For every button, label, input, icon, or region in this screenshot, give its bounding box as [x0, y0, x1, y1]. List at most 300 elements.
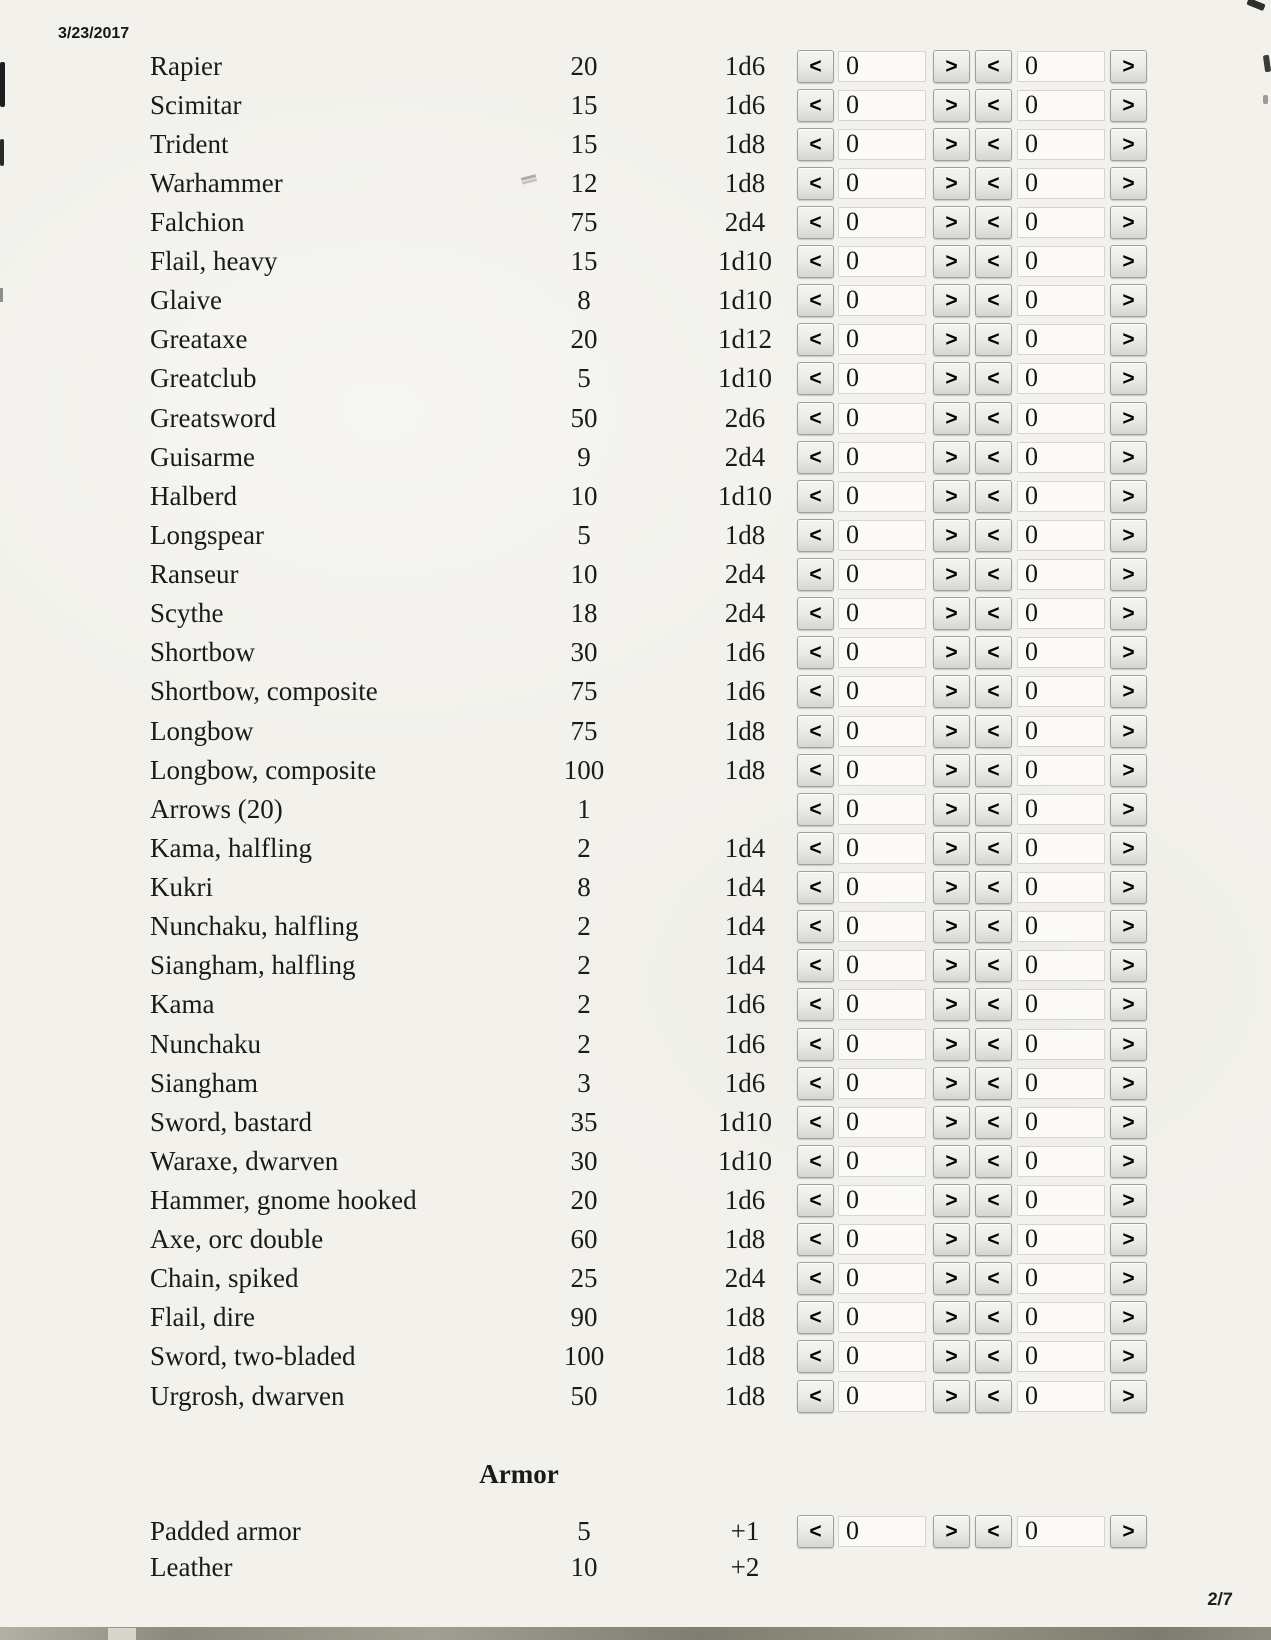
item-damage: +1: [730, 1516, 760, 1546]
increment-button[interactable]: >: [1110, 871, 1147, 904]
decrement-button[interactable]: <: [797, 1028, 834, 1061]
quantity-input[interactable]: [1017, 559, 1105, 590]
increment-button[interactable]: >: [1110, 128, 1147, 161]
quantity-input[interactable]: [838, 755, 926, 786]
increment-button[interactable]: >: [933, 284, 970, 317]
quantity-input[interactable]: [838, 1516, 926, 1547]
item-cost: 50: [570, 1381, 598, 1411]
increment-button[interactable]: >: [933, 480, 970, 513]
increment-button[interactable]: >: [1110, 715, 1147, 748]
item-cost: 5: [577, 1516, 591, 1546]
item-damage: 1d10: [718, 1107, 772, 1137]
increment-button[interactable]: >: [933, 1301, 970, 1334]
increment-button[interactable]: >: [1110, 323, 1147, 356]
increment-button[interactable]: >: [933, 245, 970, 278]
decrement-button[interactable]: <: [975, 1340, 1012, 1373]
increment-button[interactable]: >: [933, 89, 970, 122]
decrement-button[interactable]: <: [797, 715, 834, 748]
increment-button[interactable]: >: [1110, 519, 1147, 552]
quantity-input[interactable]: [838, 246, 926, 277]
table-row: [0, 320, 1271, 359]
decrement-button[interactable]: <: [975, 519, 1012, 552]
item-name: Hammer, gnome hooked: [150, 1185, 417, 1215]
quantity-input[interactable]: [1017, 755, 1105, 786]
increment-button[interactable]: >: [1110, 284, 1147, 317]
increment-button[interactable]: >: [933, 402, 970, 435]
increment-button[interactable]: >: [1110, 1380, 1147, 1413]
quantity-input[interactable]: [838, 872, 926, 903]
quantity-input[interactable]: [838, 1302, 926, 1333]
table-row: [0, 594, 1271, 633]
increment-button[interactable]: >: [1110, 832, 1147, 865]
decrement-button[interactable]: <: [975, 1515, 1012, 1548]
increment-button[interactable]: >: [1110, 1223, 1147, 1256]
decrement-button[interactable]: <: [975, 284, 1012, 317]
item-cost: 20: [570, 324, 598, 354]
quantity-input[interactable]: [1017, 90, 1105, 121]
item-damage: 1d8: [724, 755, 766, 785]
decrement-button[interactable]: <: [797, 1223, 834, 1256]
decrement-button[interactable]: <: [797, 832, 834, 865]
decrement-button[interactable]: <: [975, 50, 1012, 83]
decrement-button[interactable]: <: [797, 284, 834, 317]
increment-button[interactable]: >: [933, 1340, 970, 1373]
item-name: Kukri: [150, 872, 213, 902]
increment-button[interactable]: >: [1110, 949, 1147, 982]
item-damage: 2d4: [724, 598, 766, 628]
table-row: [0, 477, 1271, 516]
increment-button[interactable]: >: [1110, 1515, 1147, 1548]
increment-button[interactable]: >: [933, 1515, 970, 1548]
increment-button[interactable]: >: [1110, 1340, 1147, 1373]
item-name: Greatclub: [150, 363, 257, 393]
decrement-button[interactable]: <: [975, 988, 1012, 1021]
item-name: Leather: [150, 1552, 233, 1582]
decrement-button[interactable]: <: [797, 50, 834, 83]
decrement-button[interactable]: <: [797, 1515, 834, 1548]
increment-button[interactable]: >: [933, 793, 970, 826]
increment-button[interactable]: >: [1110, 402, 1147, 435]
quantity-input[interactable]: [1017, 1341, 1105, 1372]
quantity-input[interactable]: [838, 1263, 926, 1294]
quantity-input[interactable]: [838, 285, 926, 316]
quantity-input[interactable]: [1017, 442, 1105, 473]
decrement-button[interactable]: <: [975, 128, 1012, 161]
item-damage: 1d4: [724, 950, 766, 980]
quantity-input[interactable]: [838, 676, 926, 707]
quantity-input[interactable]: [1017, 1146, 1105, 1177]
quantity-input[interactable]: [838, 129, 926, 160]
increment-button[interactable]: >: [1110, 89, 1147, 122]
decrement-button[interactable]: <: [975, 949, 1012, 982]
quantity-input[interactable]: [838, 520, 926, 551]
item-name: Chain, spiked: [150, 1263, 299, 1293]
increment-button[interactable]: >: [1110, 480, 1147, 513]
increment-button[interactable]: >: [933, 1262, 970, 1295]
item-name: Guisarme: [150, 442, 255, 472]
table-row: [0, 672, 1271, 711]
item-cost: 15: [570, 129, 598, 159]
decrement-button[interactable]: <: [975, 754, 1012, 787]
quantity-input[interactable]: [1017, 207, 1105, 238]
quantity-input[interactable]: [1017, 833, 1105, 864]
item-name: Ranseur: [150, 559, 239, 589]
decrement-button[interactable]: <: [797, 245, 834, 278]
table-row: [0, 829, 1271, 868]
decrement-button[interactable]: <: [975, 1106, 1012, 1139]
increment-button[interactable]: >: [1110, 50, 1147, 83]
item-cost: 75: [570, 207, 598, 237]
decrement-button[interactable]: <: [797, 128, 834, 161]
decrement-button[interactable]: <: [797, 558, 834, 591]
quantity-input[interactable]: [838, 324, 926, 355]
decrement-button[interactable]: <: [797, 793, 834, 826]
increment-button[interactable]: >: [933, 1106, 970, 1139]
quantity-input[interactable]: [838, 51, 926, 82]
quantity-input[interactable]: [838, 1146, 926, 1177]
item-name: Longspear: [150, 520, 264, 550]
increment-button[interactable]: >: [1110, 636, 1147, 669]
increment-button[interactable]: >: [933, 1028, 970, 1061]
decrement-button[interactable]: <: [797, 1340, 834, 1373]
item-cost: 12: [570, 168, 598, 198]
increment-button[interactable]: >: [1110, 597, 1147, 630]
quantity-input[interactable]: [838, 989, 926, 1020]
item-cost: 3: [577, 1068, 591, 1098]
decrement-button[interactable]: <: [975, 1262, 1012, 1295]
quantity-input[interactable]: [1017, 1185, 1105, 1216]
decrement-button[interactable]: <: [797, 480, 834, 513]
quantity-input[interactable]: [838, 559, 926, 590]
increment-button[interactable]: >: [933, 988, 970, 1021]
quantity-input[interactable]: [1017, 324, 1105, 355]
increment-button[interactable]: >: [1110, 1106, 1147, 1139]
quantity-input[interactable]: [838, 168, 926, 199]
increment-button[interactable]: >: [1110, 1145, 1147, 1178]
item-cost: 2: [577, 989, 591, 1019]
quantity-input[interactable]: [1017, 1224, 1105, 1255]
item-cost: 8: [577, 285, 591, 315]
item-cost: 10: [570, 559, 598, 589]
print-date: 3/23/2017: [58, 25, 130, 42]
quantity-input[interactable]: [1017, 403, 1105, 434]
item-damage: 1d10: [718, 363, 772, 393]
increment-button[interactable]: >: [933, 519, 970, 552]
quantity-input[interactable]: [838, 833, 926, 864]
decrement-button[interactable]: <: [797, 754, 834, 787]
item-damage: 1d8: [724, 716, 766, 746]
table-row: [0, 907, 1271, 946]
table-row: [0, 359, 1271, 398]
decrement-button[interactable]: <: [797, 206, 834, 239]
armor-section-title: Armor: [479, 1459, 559, 1489]
decrement-button[interactable]: <: [975, 480, 1012, 513]
table-row: [0, 1142, 1271, 1181]
quantity-input[interactable]: [1017, 872, 1105, 903]
quantity-input[interactable]: [838, 1341, 926, 1372]
item-name: Urgrosh, dwarven: [150, 1381, 345, 1411]
item-name: Longbow, composite: [150, 755, 377, 785]
increment-button[interactable]: >: [933, 50, 970, 83]
increment-button[interactable]: >: [933, 597, 970, 630]
table-row: [0, 125, 1271, 164]
increment-button[interactable]: >: [933, 871, 970, 904]
quantity-input[interactable]: [1017, 1029, 1105, 1060]
item-damage: 1d8: [724, 1341, 766, 1371]
quantity-input[interactable]: [1017, 950, 1105, 981]
increment-button[interactable]: >: [933, 362, 970, 395]
item-name: Shortbow: [150, 637, 256, 667]
item-name: Nunchaku: [150, 1029, 261, 1059]
item-cost: 15: [570, 246, 598, 276]
decrement-button[interactable]: <: [797, 1262, 834, 1295]
item-damage: 1d10: [718, 481, 772, 511]
table-row: [0, 1103, 1271, 1142]
increment-button[interactable]: >: [1110, 754, 1147, 787]
increment-button[interactable]: >: [933, 167, 970, 200]
decrement-button[interactable]: <: [975, 1184, 1012, 1217]
item-name: Halberd: [150, 481, 237, 511]
quantity-input[interactable]: [1017, 129, 1105, 160]
scan-mark-top-right: [1246, 0, 1265, 11]
decrement-button[interactable]: <: [975, 793, 1012, 826]
decrement-button[interactable]: <: [975, 323, 1012, 356]
increment-button[interactable]: >: [933, 441, 970, 474]
quantity-input[interactable]: [1017, 1068, 1105, 1099]
decrement-button[interactable]: <: [975, 1223, 1012, 1256]
increment-button[interactable]: >: [1110, 1301, 1147, 1334]
decrement-button[interactable]: <: [975, 89, 1012, 122]
item-name: Kama, halfling: [150, 833, 312, 863]
quantity-input[interactable]: [838, 481, 926, 512]
quantity-input[interactable]: [838, 90, 926, 121]
table-row: [0, 242, 1271, 281]
increment-button[interactable]: >: [933, 1145, 970, 1178]
item-damage: 1d8: [724, 520, 766, 550]
decrement-button[interactable]: <: [797, 1380, 834, 1413]
item-cost: 5: [577, 520, 591, 550]
quantity-input[interactable]: [1017, 794, 1105, 825]
item-cost: 2: [577, 833, 591, 863]
decrement-button[interactable]: <: [975, 206, 1012, 239]
quantity-input[interactable]: [1017, 1516, 1105, 1547]
item-name: Siangham: [150, 1068, 258, 1098]
quantity-input[interactable]: [838, 911, 926, 942]
quantity-input[interactable]: [1017, 598, 1105, 629]
decrement-button[interactable]: <: [797, 636, 834, 669]
increment-button[interactable]: >: [1110, 362, 1147, 395]
decrement-button[interactable]: <: [975, 1380, 1012, 1413]
decrement-button[interactable]: <: [797, 167, 834, 200]
decrement-button[interactable]: <: [797, 988, 834, 1021]
increment-button[interactable]: >: [933, 323, 970, 356]
item-damage: 1d10: [718, 246, 772, 276]
item-cost: 8: [577, 872, 591, 902]
decrement-button[interactable]: <: [975, 597, 1012, 630]
increment-button[interactable]: >: [1110, 1262, 1147, 1295]
decrement-button[interactable]: <: [797, 1145, 834, 1178]
item-cost: 15: [570, 90, 598, 120]
increment-button[interactable]: >: [933, 636, 970, 669]
increment-button[interactable]: >: [933, 715, 970, 748]
quantity-input[interactable]: [1017, 285, 1105, 316]
quantity-input[interactable]: [838, 403, 926, 434]
decrement-button[interactable]: <: [975, 362, 1012, 395]
item-name: Falchion: [150, 207, 245, 237]
item-cost: 20: [570, 1185, 598, 1215]
increment-button[interactable]: >: [1110, 167, 1147, 200]
table-row: [0, 164, 1271, 203]
decrement-button[interactable]: <: [797, 1184, 834, 1217]
item-damage: 1d4: [724, 911, 766, 941]
decrement-button[interactable]: <: [797, 675, 834, 708]
decrement-button[interactable]: <: [797, 402, 834, 435]
decrement-button[interactable]: <: [975, 910, 1012, 943]
quantity-input[interactable]: [838, 794, 926, 825]
quantity-input[interactable]: [1017, 246, 1105, 277]
item-name: Siangham, halfling: [150, 950, 356, 980]
decrement-button[interactable]: <: [975, 441, 1012, 474]
table-row: [0, 1298, 1271, 1337]
table-row: [0, 399, 1271, 438]
decrement-button[interactable]: <: [975, 245, 1012, 278]
decrement-button[interactable]: <: [975, 1145, 1012, 1178]
increment-button[interactable]: >: [933, 206, 970, 239]
decrement-button[interactable]: <: [797, 1301, 834, 1334]
quantity-input[interactable]: [838, 1224, 926, 1255]
decrement-button[interactable]: <: [797, 910, 834, 943]
decrement-button[interactable]: <: [797, 1106, 834, 1139]
decrement-button[interactable]: <: [797, 441, 834, 474]
table-row: [0, 47, 1271, 86]
quantity-input[interactable]: [1017, 911, 1105, 942]
quantity-input[interactable]: [1017, 51, 1105, 82]
decrement-button[interactable]: <: [797, 362, 834, 395]
quantity-input[interactable]: [1017, 637, 1105, 668]
quantity-input[interactable]: [838, 950, 926, 981]
decrement-button[interactable]: <: [797, 1067, 834, 1100]
increment-button[interactable]: >: [933, 1184, 970, 1217]
item-cost: 30: [570, 1146, 598, 1176]
decrement-button[interactable]: <: [975, 558, 1012, 591]
quantity-input[interactable]: [1017, 168, 1105, 199]
item-cost: 1: [577, 794, 591, 824]
quantity-input[interactable]: [838, 1029, 926, 1060]
decrement-button[interactable]: <: [975, 871, 1012, 904]
quantity-input[interactable]: [1017, 1302, 1105, 1333]
item-cost: 100: [563, 755, 605, 785]
increment-button[interactable]: >: [1110, 1184, 1147, 1217]
quantity-input[interactable]: [1017, 1107, 1105, 1138]
quantity-input[interactable]: [838, 1068, 926, 1099]
increment-button[interactable]: >: [933, 1067, 970, 1100]
decrement-button[interactable]: <: [975, 402, 1012, 435]
increment-button[interactable]: >: [933, 1223, 970, 1256]
quantity-input[interactable]: [838, 1107, 926, 1138]
quantity-input[interactable]: [1017, 716, 1105, 747]
quantity-input[interactable]: [1017, 989, 1105, 1020]
item-cost: 75: [570, 676, 598, 706]
decrement-button[interactable]: <: [975, 1067, 1012, 1100]
increment-button[interactable]: >: [1110, 206, 1147, 239]
item-name: Sword, two-bladed: [150, 1341, 356, 1371]
item-name: Warhammer: [150, 168, 283, 198]
increment-button[interactable]: >: [1110, 441, 1147, 474]
quantity-input[interactable]: [1017, 481, 1105, 512]
item-name: Rapier: [150, 51, 222, 81]
increment-button[interactable]: >: [933, 754, 970, 787]
quantity-input[interactable]: [838, 598, 926, 629]
increment-button[interactable]: >: [933, 949, 970, 982]
increment-button[interactable]: >: [933, 675, 970, 708]
increment-button[interactable]: >: [933, 558, 970, 591]
decrement-button[interactable]: <: [797, 597, 834, 630]
item-damage: 1d6: [724, 1068, 766, 1098]
increment-button[interactable]: >: [933, 128, 970, 161]
table-row: [0, 985, 1271, 1024]
item-damage: 1d8: [724, 1302, 766, 1332]
quantity-input[interactable]: [838, 1381, 926, 1412]
decrement-button[interactable]: <: [975, 832, 1012, 865]
increment-button[interactable]: >: [1110, 675, 1147, 708]
increment-button[interactable]: >: [1110, 558, 1147, 591]
increment-button[interactable]: >: [933, 1380, 970, 1413]
increment-button[interactable]: >: [1110, 988, 1147, 1021]
item-damage: 2d4: [724, 559, 766, 589]
quantity-input[interactable]: [1017, 1263, 1105, 1294]
quantity-input[interactable]: [838, 716, 926, 747]
increment-button[interactable]: >: [933, 832, 970, 865]
increment-button[interactable]: >: [1110, 245, 1147, 278]
quantity-input[interactable]: [838, 1185, 926, 1216]
quantity-input[interactable]: [838, 207, 926, 238]
table-row: [0, 1377, 1271, 1416]
decrement-button[interactable]: <: [797, 323, 834, 356]
quantity-input[interactable]: [838, 637, 926, 668]
decrement-button[interactable]: <: [797, 949, 834, 982]
quantity-input[interactable]: [1017, 363, 1105, 394]
item-cost: 20: [570, 51, 598, 81]
decrement-button[interactable]: <: [975, 675, 1012, 708]
quantity-input[interactable]: [1017, 676, 1105, 707]
decrement-button[interactable]: <: [975, 167, 1012, 200]
decrement-button[interactable]: <: [975, 1301, 1012, 1334]
increment-button[interactable]: >: [1110, 910, 1147, 943]
increment-button[interactable]: >: [933, 910, 970, 943]
quantity-input[interactable]: [838, 363, 926, 394]
table-row: [0, 1548, 1271, 1587]
item-damage: 2d4: [724, 1263, 766, 1293]
increment-button[interactable]: >: [1110, 1067, 1147, 1100]
item-cost: 25: [570, 1263, 598, 1293]
decrement-button[interactable]: <: [797, 89, 834, 122]
quantity-input[interactable]: [1017, 520, 1105, 551]
decrement-button[interactable]: <: [975, 715, 1012, 748]
item-damage: 1d6: [724, 1029, 766, 1059]
decrement-button[interactable]: <: [975, 636, 1012, 669]
quantity-input[interactable]: [838, 442, 926, 473]
decrement-button[interactable]: <: [797, 871, 834, 904]
item-cost: 35: [570, 1107, 598, 1137]
quantity-input[interactable]: [1017, 1381, 1105, 1412]
table-row: [0, 712, 1271, 751]
item-damage: 1d4: [724, 833, 766, 863]
decrement-button[interactable]: <: [975, 1028, 1012, 1061]
increment-button[interactable]: >: [1110, 1028, 1147, 1061]
decrement-button[interactable]: <: [797, 519, 834, 552]
item-damage: +2: [730, 1552, 760, 1582]
increment-button[interactable]: >: [1110, 793, 1147, 826]
